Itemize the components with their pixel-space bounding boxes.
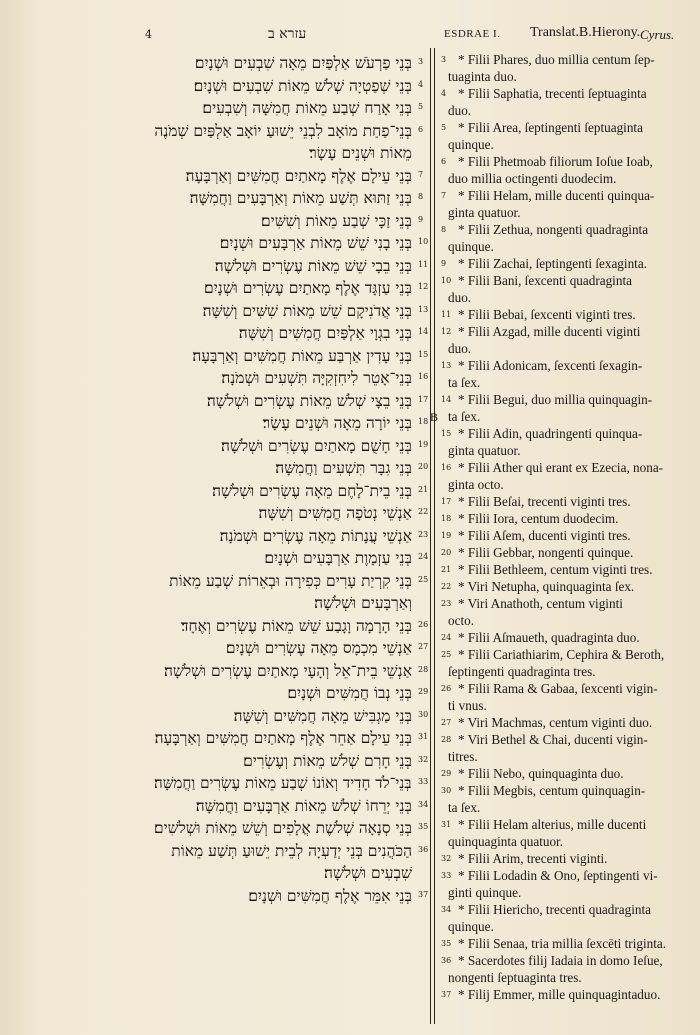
latin-line bbox=[438, 851, 690, 868]
verse-number: 36 bbox=[441, 956, 452, 965]
verse-number: 10 bbox=[418, 237, 429, 246]
hebrew-line bbox=[150, 817, 429, 840]
latin-line-text: duo. bbox=[448, 341, 472, 356]
verse-number: 30 bbox=[441, 786, 452, 795]
latin-line-text: duo millia octingenti duodecim. bbox=[448, 171, 617, 186]
hebrew-line bbox=[150, 457, 429, 480]
hebrew-line-text: שִׁבְעִים וּשְׁלֹשָׁה׃ bbox=[324, 864, 412, 882]
hebrew-line bbox=[150, 412, 429, 435]
hebrew-line bbox=[150, 660, 429, 683]
latin-line-text: quinque. bbox=[448, 919, 494, 934]
verse-number: 33 bbox=[441, 871, 452, 880]
translation-label: Translat.B.Hierony. bbox=[530, 25, 641, 40]
latin-line-text: * Filii Adin, quadringenti quinqua- bbox=[458, 426, 643, 441]
hebrew-line-text: הַכֹּהֲנִים בְּנֵי יְדַעְיָה לְבֵית יֵשׁוּעַ תְּשַׁע מֵאוֹת bbox=[171, 841, 412, 860]
verse-number: 15 bbox=[441, 429, 452, 438]
latin-line-text: ginti quinque. bbox=[448, 885, 522, 900]
latin-line bbox=[438, 426, 690, 443]
verse-number: 18 bbox=[418, 417, 429, 426]
hebrew-line-text: בְּנֵי פַרְעֹשׁ אַלְפַּיִם מֵאָה שִׁבְעִים וּשְׁנָיִם׃ bbox=[194, 54, 412, 72]
latin-line bbox=[438, 868, 690, 885]
hebrew-line bbox=[150, 322, 429, 345]
verse-number: 28 bbox=[441, 735, 452, 744]
verse-number: 3 bbox=[418, 57, 424, 66]
latin-line-text: * Filii Aſmaueth, quadraginta duo. bbox=[458, 630, 640, 645]
verse-number: 29 bbox=[418, 687, 429, 696]
latin-line bbox=[438, 120, 690, 137]
latin-line bbox=[438, 341, 690, 358]
verse-number: 14 bbox=[441, 395, 452, 404]
latin-line bbox=[438, 749, 690, 766]
hebrew-line bbox=[150, 345, 429, 368]
verse-number: 3 bbox=[441, 55, 447, 64]
verse-number: 16 bbox=[418, 372, 429, 381]
verse-number: 37 bbox=[418, 889, 429, 899]
verse-number: 12 bbox=[441, 327, 452, 336]
latin-line-text: * Filii Helam alterius, mille ducenti bbox=[458, 817, 647, 832]
hebrew-line bbox=[150, 232, 429, 255]
verse-number: 4 bbox=[418, 79, 424, 89]
verse-number: 19 bbox=[441, 531, 452, 540]
latin-line-text: * Filii Nebo, quinquaginta duo. bbox=[458, 766, 624, 781]
latin-line-text: * Filii Bani, ſexcenti quadraginta bbox=[458, 273, 632, 288]
verse-number: 31 bbox=[441, 820, 452, 829]
latin-line-text: * Filii Senaa, tria millia ſexcēti triginta. bbox=[458, 936, 667, 951]
latin-line-text: duo. bbox=[448, 290, 472, 305]
latin-line-text: * Filii Ather qui erant ex Ezecia, nona- bbox=[458, 460, 664, 475]
latin-line bbox=[438, 171, 690, 188]
verse-number: 22 bbox=[441, 582, 452, 591]
verse-number: 23 bbox=[441, 599, 452, 608]
latin-line bbox=[438, 732, 690, 749]
latin-line-text: quinque. bbox=[448, 239, 494, 254]
verse-number: 11 bbox=[418, 259, 429, 269]
latin-line-text: * Viri Anathoth, centum viginti bbox=[458, 596, 623, 611]
verse-number: 17 bbox=[418, 394, 429, 404]
verse-number: 20 bbox=[418, 462, 429, 471]
verse-number: 7 bbox=[418, 169, 424, 179]
latin-line bbox=[438, 834, 690, 851]
latin-line bbox=[438, 681, 690, 698]
latin-line-text: * Filii Bebai, ſexcenti viginti tres. bbox=[458, 307, 636, 322]
verse-number: 8 bbox=[418, 192, 424, 201]
verse-number: 16 bbox=[441, 463, 452, 472]
latin-line bbox=[438, 256, 690, 273]
hebrew-line-text: בְּנֵי זַתּוּא תְּשַׁע מֵאוֹת וְאַרְבָּעִים וַחֲמִשָּׁה׃ bbox=[189, 189, 412, 207]
hebrew-line-text: בְּנֵי זַכָּי שְׁבַע מֵאוֹת וְשִׁשִּׁים׃ bbox=[260, 211, 412, 230]
latin-line-text: * Filii Rama & Gabaa, ſexcenti vigin- bbox=[458, 681, 658, 696]
hebrew-line bbox=[150, 615, 429, 638]
hebrew-line bbox=[150, 885, 429, 908]
latin-line-text: * Filii Megbis, centum quinquagin- bbox=[458, 783, 646, 798]
latin-line bbox=[438, 936, 690, 953]
latin-line-text: * Filii Beſai, trecenti viginti tres. bbox=[458, 494, 631, 509]
latin-line bbox=[438, 188, 690, 205]
latin-line bbox=[438, 885, 690, 902]
hebrew-line bbox=[150, 502, 429, 525]
page-header bbox=[0, 22, 700, 46]
verse-number: 4 bbox=[441, 89, 447, 98]
latin-line bbox=[438, 324, 690, 341]
latin-line bbox=[438, 902, 690, 919]
verse-number: 12 bbox=[418, 282, 429, 291]
hebrew-line bbox=[150, 120, 424, 143]
verse-number: 14 bbox=[418, 327, 429, 336]
latin-line-text: * Filii Cariathiarim, Cephira & Beroth, bbox=[458, 647, 665, 662]
hebrew-running-title: עזרא ב bbox=[268, 26, 307, 42]
hebrew-line bbox=[150, 705, 429, 728]
hebrew-line-text: בְּנֵי עָדִין אַרְבַּע מֵאוֹת חֲמִשִּׁים וְאַרְבָּעָה׃ bbox=[192, 346, 412, 365]
latin-line bbox=[430, 409, 690, 426]
latin-line-text: ta ſex. bbox=[448, 375, 481, 390]
hebrew-line bbox=[150, 52, 424, 75]
latin-line-text: * Sacerdotes filij Iadaia in domo Ieſue, bbox=[458, 953, 663, 968]
hebrew-line-text: אַנְשֵׁי מִכְמָס מֵאָה עֶשְׂרִים וּשְׁנָיִם׃ bbox=[225, 639, 412, 657]
latin-line bbox=[438, 664, 690, 681]
hebrew-line-text: אַנְשֵׁי בֵית־אֵל וְהָעָי מָאתַיִם עֶשְׂרִים וּשְׁלֹשָׁה׃ bbox=[163, 661, 412, 680]
latin-line bbox=[438, 69, 690, 86]
verse-number: 24 bbox=[441, 633, 452, 642]
hebrew-line bbox=[150, 592, 412, 615]
latin-line bbox=[438, 630, 690, 647]
hebrew-line bbox=[150, 682, 429, 705]
verse-number: 10 bbox=[441, 276, 452, 285]
hebrew-line-text: אַנְשֵׁי עֲנָתוֹת מֵאָה עֶשְׂרִים וּשְׁמֹנָה׃ bbox=[219, 526, 412, 545]
verse-number: 35 bbox=[441, 939, 452, 948]
hebrew-line-text: בְּנֵי סְנָאָה שְׁלֹשֶׁת אֲלָפִים וְשֵׁשׁ מֵאוֹת וּשְׁלֹשִׁים׃ bbox=[154, 819, 412, 837]
hebrew-line-text: בְּנֵי מַגְבִּישׁ מֵאָה חֲמִשִּׁים וְשִׁשָּׁה׃ bbox=[233, 706, 412, 725]
hebrew-line bbox=[150, 637, 429, 660]
latin-line bbox=[438, 222, 690, 239]
verse-number: 18 bbox=[441, 514, 452, 523]
latin-line bbox=[438, 545, 690, 562]
latin-line bbox=[438, 273, 690, 290]
latin-line bbox=[438, 715, 690, 732]
hebrew-line-text: בְּנֵי בִגְוָי אַלְפַּיִם חֲמִשִּׁים וְשִׁשָּׁה׃ bbox=[238, 324, 412, 342]
hebrew-line bbox=[150, 142, 412, 165]
verse-number: 32 bbox=[441, 854, 452, 863]
hebrew-line bbox=[150, 727, 429, 750]
verse-number: 36 bbox=[418, 844, 429, 854]
verse-number: 34 bbox=[441, 905, 452, 914]
verse-number: 28 bbox=[418, 664, 429, 674]
latin-line bbox=[438, 239, 690, 256]
latin-line bbox=[438, 477, 690, 494]
hebrew-line bbox=[150, 480, 429, 503]
latin-line-text: quinque. bbox=[448, 137, 494, 152]
latin-line-text: octo. bbox=[448, 613, 475, 628]
hebrew-line-text: בְּנֵי חָרִם שְׁלֹשׁ מֵאוֹת וְעֶשְׂרִים׃ bbox=[243, 751, 412, 770]
latin-line-text: * Viri Machmas, centum viginti duo. bbox=[458, 715, 653, 730]
verse-number: 21 bbox=[441, 565, 452, 574]
latin-line-text: * Filii Begui, duo millia quinquagin- bbox=[458, 392, 653, 407]
verse-number: 17 bbox=[441, 497, 452, 506]
latin-line bbox=[438, 103, 690, 120]
latin-line bbox=[438, 511, 690, 528]
latin-line-text: tuaginta duo. bbox=[448, 69, 517, 84]
verse-number: 26 bbox=[418, 619, 429, 629]
verse-number: 15 bbox=[418, 349, 429, 359]
latin-line-text: * Filii Phetmoab filiorum Ioſue Ioab, bbox=[458, 154, 653, 169]
hebrew-line bbox=[150, 390, 429, 413]
verse-number: 19 bbox=[418, 439, 429, 449]
latin-line bbox=[438, 307, 690, 324]
latin-line-text: * Filii Phares, duo millia centum ſep- bbox=[458, 52, 655, 67]
running-head: Cyrus. bbox=[640, 27, 675, 42]
hebrew-line-text: מֵאוֹת וּשְׁנֵים עָשָׂר׃ bbox=[309, 144, 412, 162]
verse-number: 27 bbox=[441, 718, 452, 727]
latin-line-text: * Filii Iora, centum duodecim. bbox=[458, 511, 619, 526]
verse-number: 9 bbox=[418, 214, 424, 224]
latin-line-text: * Filii Helam, mille ducenti quinqua- bbox=[458, 188, 655, 203]
latin-line-text: * Filii Saphatia, trecenti ſeptuaginta bbox=[458, 86, 647, 101]
hebrew-line bbox=[150, 300, 429, 323]
verse-number: 20 bbox=[441, 548, 452, 557]
latin-line-text: ginta quatuor. bbox=[448, 205, 521, 220]
hebrew-line-text: בְּנֵי בֵצָי שְׁלֹשׁ מֵאוֹת עֶשְׂרִים וּשְׁלֹשָׁה׃ bbox=[206, 391, 412, 410]
hebrew-line bbox=[150, 255, 429, 278]
latin-line-text: * Filii Aſem, ducenti viginti tres. bbox=[458, 528, 631, 543]
latin-line bbox=[438, 562, 690, 579]
hebrew-line-text: בְּנֵי עֵילָם אַחֵר אֶלֶף מָאתַיִם חֲמִשִּׁים וְאַרְבָּעָה׃ bbox=[154, 729, 412, 747]
latin-line-text: * Filii Zachai, ſeptingenti ſexaginta. bbox=[458, 256, 647, 271]
hebrew-line bbox=[150, 435, 429, 458]
hebrew-line bbox=[150, 525, 429, 548]
column-rule bbox=[434, 48, 435, 1024]
hebrew-line-text: בְּנֵי־אָטֵר לִיחִזְקִיָּה תִּשְׁעִים וּשְׁמֹנָה׃ bbox=[221, 369, 412, 387]
verse-number: 21 bbox=[418, 484, 429, 494]
hebrew-line-text: בְּנֵי עַזְגָּד אֶלֶף מָאתַיִם עֶשְׂרִים וּשְׁנָיִם׃ bbox=[204, 279, 412, 297]
latin-line-text: quinquaginta quatuor. bbox=[448, 834, 564, 849]
hebrew-line bbox=[150, 75, 424, 98]
hebrew-line bbox=[150, 840, 429, 863]
hebrew-line-text: בְּנֵי אֲדֹנִיקָם שֵׁשׁ מֵאוֹת שִׁשִּׁים וְשִׁשָּׁה׃ bbox=[202, 301, 412, 320]
verse-number: 32 bbox=[418, 754, 429, 764]
latin-line bbox=[438, 137, 690, 154]
latin-line bbox=[438, 970, 690, 987]
latin-line-text: ginta octo. bbox=[448, 477, 504, 492]
latin-line-text: nongenti ſeptuaginta tres. bbox=[448, 970, 582, 985]
latin-line bbox=[438, 766, 690, 783]
hebrew-line-text: בְּנֵי בֵבָי שֵׁשׁ מֵאוֹת עֶשְׂרִים וּשְׁלֹשָׁה׃ bbox=[214, 256, 412, 275]
latin-line bbox=[438, 528, 690, 545]
latin-line bbox=[438, 154, 690, 171]
latin-line bbox=[438, 579, 690, 596]
verse-number: 25 bbox=[441, 650, 452, 659]
latin-line bbox=[438, 86, 690, 103]
latin-line bbox=[438, 698, 690, 715]
latin-line bbox=[438, 613, 690, 630]
verse-number: 5 bbox=[441, 123, 447, 132]
verse-number: 23 bbox=[418, 529, 429, 539]
hebrew-line-text: בְּנֵי קִרְיַת עָרִים כְּפִירָה וּבְאֵרוֹת שְׁבַע מֵאוֹת bbox=[169, 571, 412, 590]
hebrew-line bbox=[150, 862, 412, 885]
hebrew-line bbox=[150, 570, 429, 593]
latin-line bbox=[438, 392, 690, 409]
latin-line-text: * Filii Hiericho, trecenti quadraginta bbox=[458, 902, 651, 917]
verse-number: 30 bbox=[418, 709, 429, 719]
hebrew-line-text: בְּנֵי הָרָמָה וָגָבַע שֵׁשׁ מֵאוֹת עֶשְׂרִים וְאֶחָד׃ bbox=[181, 616, 412, 635]
verse-number: 6 bbox=[441, 157, 447, 166]
latin-line-text: * Filii Adonicam, ſexcenti ſexagin- bbox=[458, 358, 643, 373]
verse-number: 9 bbox=[441, 259, 447, 268]
hebrew-line bbox=[150, 210, 424, 233]
verse-number: 13 bbox=[441, 361, 452, 370]
verse-number: 27 bbox=[418, 642, 429, 651]
verse-number: 31 bbox=[418, 732, 429, 741]
latin-line bbox=[438, 375, 690, 392]
verse-number: 22 bbox=[418, 507, 429, 516]
verse-number: 33 bbox=[418, 777, 429, 786]
latin-line bbox=[438, 494, 690, 511]
latin-line-text: titres. bbox=[448, 749, 478, 764]
hebrew-line-text: בְּנֵי אִמֵּר אֶלֶף חֲמִשִּׁים וּשְׁנָיִם׃ bbox=[248, 886, 412, 905]
latin-line bbox=[438, 919, 690, 936]
margin-letter: B bbox=[430, 410, 439, 424]
hebrew-line-text: בְּנֵי־פַחַת מוֹאָב לִבְנֵי יֵשׁוּעַ יוֹאָב אַלְפַּיִם שְׁמֹנֶה bbox=[154, 121, 412, 140]
verse-number: 8 bbox=[441, 225, 447, 234]
verse-number: 6 bbox=[418, 124, 424, 134]
hebrew-line bbox=[150, 165, 424, 188]
latin-line bbox=[438, 647, 690, 664]
hebrew-line-text: וְאַרְבָּעִים וּשְׁלֹשָׁה׃ bbox=[314, 594, 412, 612]
latin-book-title: ESDRAE I. bbox=[444, 28, 501, 40]
latin-line bbox=[438, 443, 690, 460]
latin-line bbox=[438, 987, 690, 1004]
latin-text-column bbox=[430, 52, 690, 1004]
hebrew-line-text: בְּנֵי בָנִי שֵׁשׁ מֵאוֹת אַרְבָּעִים וּשְׁנָיִם׃ bbox=[219, 234, 412, 252]
hebrew-line bbox=[150, 187, 424, 210]
hebrew-line bbox=[150, 750, 429, 773]
latin-line-text: ſeptingenti quadraginta tres. bbox=[448, 664, 596, 679]
latin-line-text: * Filii Zethua, nongenti quadraginta bbox=[458, 222, 649, 237]
hebrew-line-text: בְּנֵי בֵית־לָחֶם מֵאָה עֶשְׂרִים וּשְׁלֹשָׁה׃ bbox=[212, 481, 412, 500]
verse-number: 26 bbox=[441, 684, 452, 693]
hebrew-line bbox=[150, 547, 429, 570]
hebrew-line bbox=[150, 97, 424, 120]
latin-line bbox=[438, 52, 690, 69]
latin-line bbox=[438, 460, 690, 477]
latin-line-text: ginta quatuor. bbox=[448, 443, 521, 458]
verse-number: 7 bbox=[441, 191, 447, 200]
latin-line-text: * Filii Gebbar, nongenti quinque. bbox=[458, 545, 634, 560]
latin-line-text: * Filii Area, ſeptingenti ſeptuaginta bbox=[458, 120, 643, 135]
verse-number: 25 bbox=[418, 574, 429, 584]
hebrew-line-text: אַנְשֵׁי נְטֹפָה חֲמִשִּׁים וְשִׁשָּׁה׃ bbox=[258, 504, 412, 522]
hebrew-line bbox=[150, 795, 429, 818]
verse-number: 37 bbox=[441, 990, 452, 999]
latin-line-text: * Viri Netupha, quinquaginta ſex. bbox=[458, 579, 635, 594]
hebrew-line-text: בְּנֵי יְרֵחוֹ שְׁלֹשׁ מֵאוֹת אַרְבָּעִים וַחֲמִשָּׁה׃ bbox=[195, 796, 412, 815]
verse-number: 34 bbox=[418, 799, 429, 809]
latin-line-text: ta ſex. bbox=[448, 800, 481, 815]
verse-number: 29 bbox=[441, 769, 452, 778]
verse-number: 24 bbox=[418, 552, 429, 561]
verse-number: 5 bbox=[418, 102, 424, 111]
column-rule bbox=[430, 48, 431, 1024]
latin-line-text: * Viri Bethel & Chai, ducenti vigin- bbox=[458, 732, 648, 747]
latin-line bbox=[438, 596, 690, 613]
hebrew-line-text: בְּנֵי יוֹרָה מֵאָה וּשְׁנֵים עָשָׂר׃ bbox=[262, 414, 412, 432]
hebrew-line-text: בְּנֵי־לֹד חָדִיד וְאוֹנוֹ שְׁבַע מֵאוֹת עֶשְׂרִים וַחֲמִשָּׁה׃ bbox=[154, 774, 412, 792]
latin-line-text: ta ſex. bbox=[448, 409, 481, 424]
latin-line bbox=[438, 953, 690, 970]
latin-line-text: * Filij Emmer, mille quinquagintaduo. bbox=[458, 987, 661, 1002]
latin-line bbox=[438, 290, 690, 307]
latin-line bbox=[438, 358, 690, 375]
hebrew-line-text: בְּנֵי שְׁפַטְיָה שְׁלֹשׁ מֵאוֹת שִׁבְעִים וּשְׁנָיִם׃ bbox=[193, 76, 412, 95]
hebrew-line-text: בְּנֵי חָשֻׁם מָאתַיִם עֶשְׂרִים וּשְׁלֹשָׁה׃ bbox=[221, 436, 412, 455]
hebrew-line bbox=[150, 367, 429, 390]
latin-line-text: * Filii Lodadin & Ono, ſeptingenti vi- bbox=[458, 868, 658, 883]
latin-line-text: duo. bbox=[448, 103, 472, 118]
hebrew-line-text: בְּנֵי אָרַח שְׁבַע מֵאוֹת חֲמִשָּׁה וְשִׁבְעִים׃ bbox=[202, 99, 412, 117]
latin-line bbox=[438, 817, 690, 834]
hebrew-line-text: בְּנֵי עֵילָם אֶלֶף מָאתַיִם חֲמִשִּׁים וְאַרְבָּעָה׃ bbox=[185, 166, 412, 185]
latin-line-text: * Filii Bethleem, centum viginti tres. bbox=[458, 562, 653, 577]
folio-number: 4 bbox=[145, 28, 152, 41]
latin-line bbox=[438, 800, 690, 817]
latin-line-text: * Filii Azgad, mille ducenti viginti bbox=[458, 324, 641, 339]
latin-line bbox=[438, 783, 690, 800]
hebrew-line bbox=[150, 772, 429, 795]
hebrew-line-text: בְּנֵי נְבוֹ חֲמִשִּׁים וּשְׁנָיִם׃ bbox=[287, 684, 412, 702]
hebrew-text-column bbox=[150, 52, 429, 907]
verse-number: 13 bbox=[418, 304, 429, 314]
verse-number: 35 bbox=[418, 822, 429, 831]
latin-line-text: * Filii Arim, trecenti viginti. bbox=[458, 851, 608, 866]
latin-line bbox=[438, 205, 690, 222]
hebrew-line-text: בְּנֵי גִבָּר תִּשְׁעִים וַחֲמִשָּׁה׃ bbox=[275, 459, 412, 477]
verse-number: 11 bbox=[441, 310, 452, 319]
hebrew-line-text: בְּנֵי עַזְמָוֶת אַרְבָּעִים וּשְׁנָיִם׃ bbox=[264, 549, 412, 567]
hebrew-line bbox=[150, 277, 429, 300]
latin-line-text: ti vnus. bbox=[448, 698, 487, 713]
